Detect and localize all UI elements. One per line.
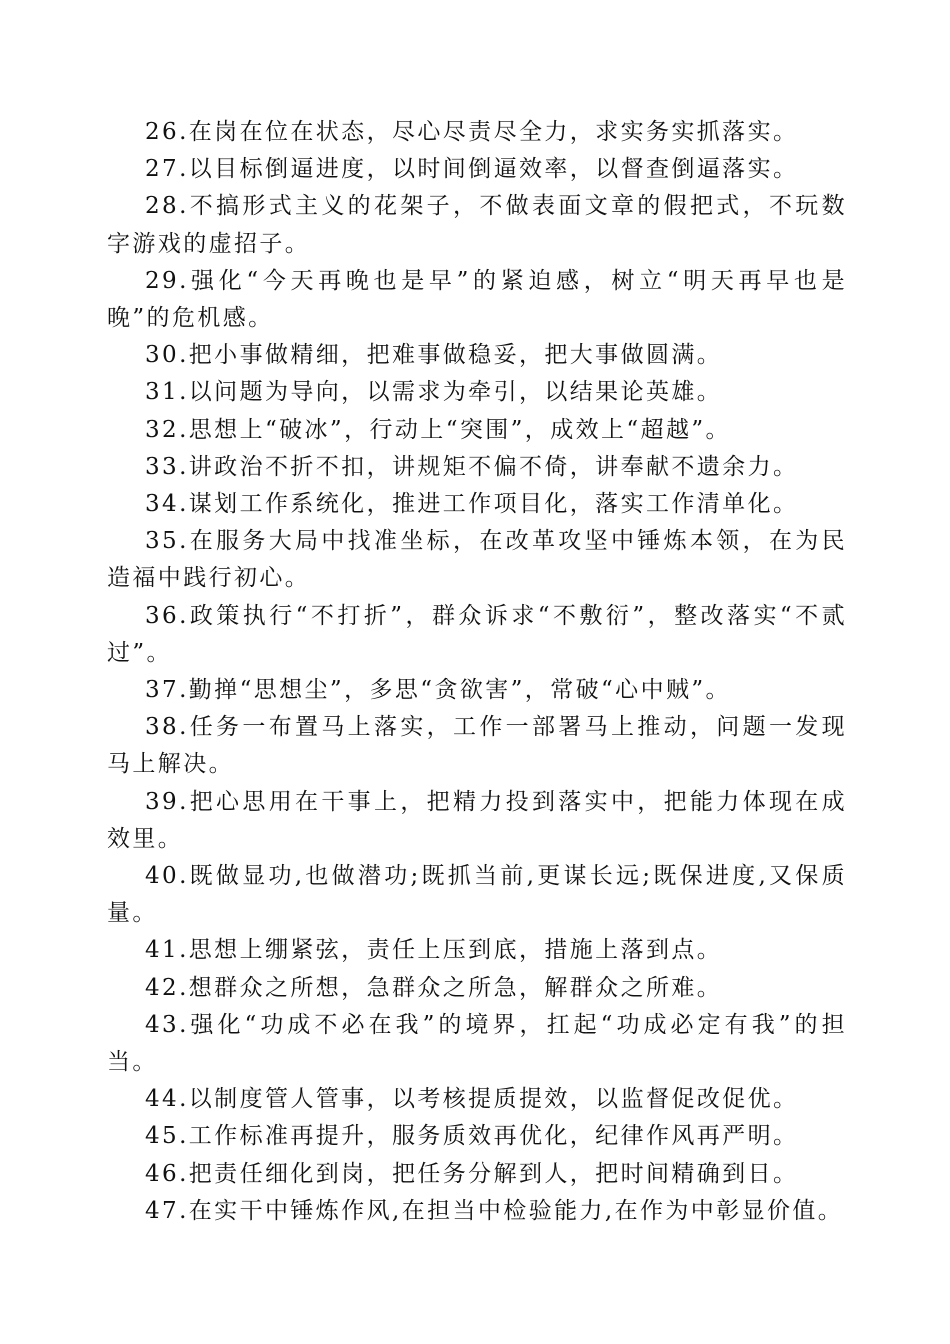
list-item: 33.讲政治不折不扣，讲规矩不偏不倚，讲奉献不遗余力。 bbox=[145, 453, 799, 480]
list-item: 36.政策执行“不打折”，群众诉求“不敷衍”，整改落实“不贰过”。 bbox=[107, 602, 847, 666]
list-item: 44.以制度管人管事，以考核提质提效，以监督促改促优。 bbox=[145, 1086, 799, 1113]
list-item: 35.在服务大局中找准坐标，在改革攻坚中锤炼本领，在为民造福中践行初心。 bbox=[107, 528, 847, 592]
list-item: 34.谋划工作系统化，推进工作项目化，落实工作清单化。 bbox=[145, 491, 799, 518]
list-item: 38.任务一布置马上落实，工作一部署马上推动，问题一发现马上解决。 bbox=[107, 714, 847, 778]
list-item: 46.把责任细化到岗，把任务分解到人，把时间精确到日。 bbox=[145, 1160, 799, 1187]
list-item: 30.把小事做精细，把难事做稳妥，把大事做圆满。 bbox=[145, 342, 723, 369]
list-item: 29.强化“今天再晚也是早”的紧迫感，树立“明天再早也是晚”的危机感。 bbox=[107, 267, 847, 332]
list-item: 42.想群众之所想，急群众之所急，解群众之所难。 bbox=[145, 974, 723, 1001]
list-item: 32.思想上“破冰”，行动上“突围”，成效上“超越”。 bbox=[145, 416, 731, 443]
list-item: 28.不搞形式主义的花架子，不做表面文章的假把式，不玩数字游戏的虚招子。 bbox=[107, 193, 847, 257]
list-item: 40.既做显功,也做潜功;既抓当前,更谋长远;既保进度,又保质量。 bbox=[107, 863, 847, 927]
list-item: 41.思想上绷紧弦，责任上压到底，措施上落到点。 bbox=[145, 937, 723, 964]
list-item: 26.在岗在位在状态，尽心尽责尽全力，求实务实抓落实。 bbox=[145, 119, 799, 145]
list-item: 45.工作标准再提升，服务质效再优化，纪律作风再严明。 bbox=[145, 1123, 799, 1150]
document-body bbox=[107, 114, 847, 1230]
list-item: 39.把心思用在干事上，把精力投到落实中，把能力体现在成效里。 bbox=[107, 788, 847, 852]
list-item: 27.以目标倒逼进度，以时间倒逼效率，以督查倒逼落实。 bbox=[145, 156, 799, 183]
list-item: 37.勤掸“思想尘”，多思“贪欲害”，常破“心中贼”。 bbox=[145, 677, 731, 704]
list-item: 31.以问题为导向，以需求为牵引，以结果论英雄。 bbox=[145, 379, 723, 406]
list-item: 47.在实干中锤炼作风,在担当中检验能力,在作为中彰显价值。 bbox=[145, 1197, 844, 1224]
list-item: 43.强化“功成不必在我”的境界，扛起“功成必定有我”的担当。 bbox=[107, 1011, 847, 1076]
